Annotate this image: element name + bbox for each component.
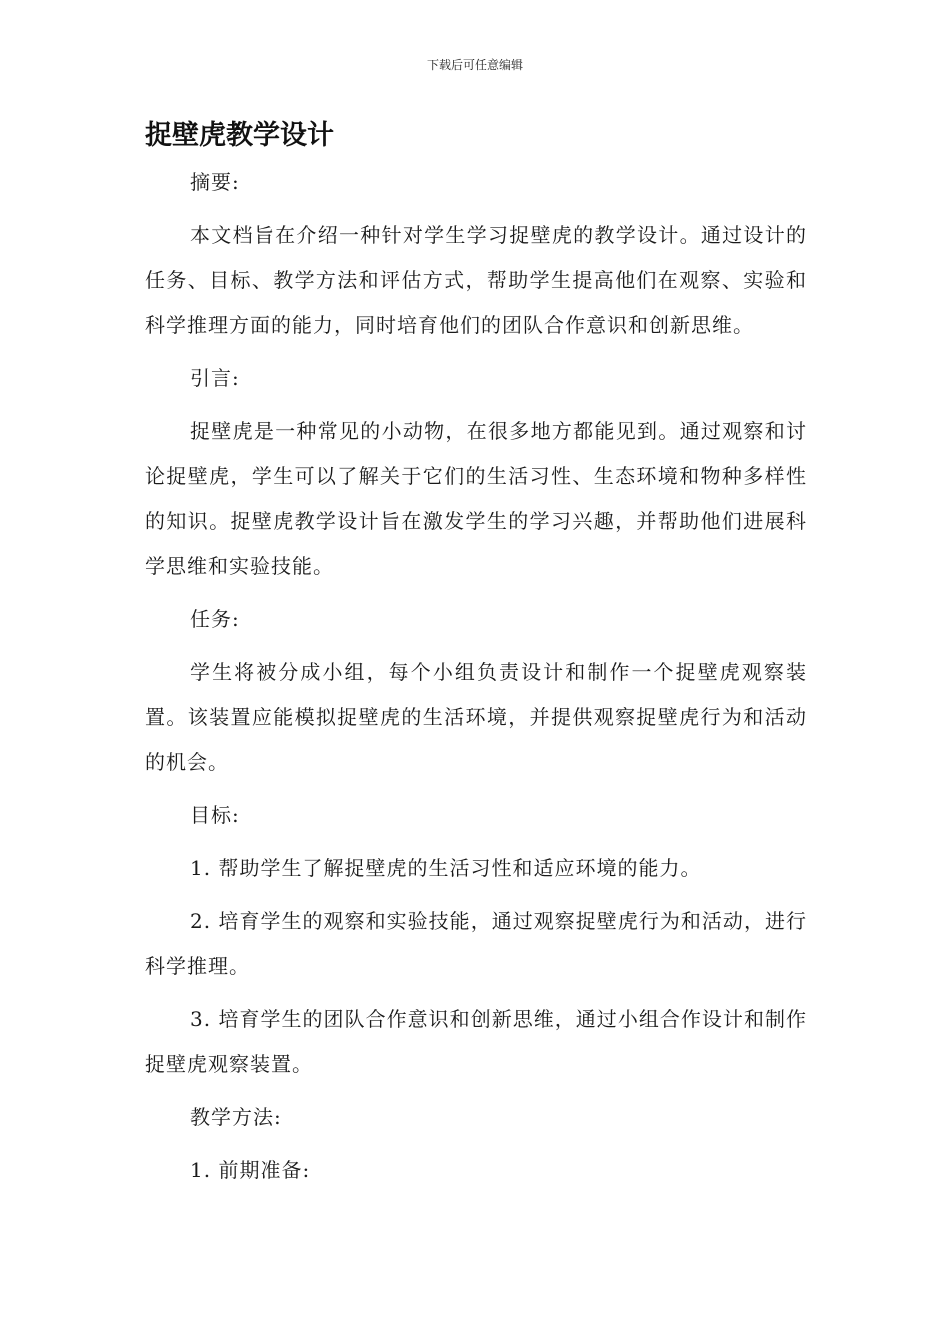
goal-item-1: 1. 帮助学生了解捉壁虎的生活习性和适应环境的能力。 [190,856,702,880]
goal-item-3: 3. 培育学生的团队合作意识和创新思维，通过小组合作设计和制作捉壁虎观察装置。 [145,1007,807,1076]
task-paragraph: 学生将被分成小组，每个小组负责设计和制作一个捉壁虎观察装置。该装置应能模拟捉壁虎的生活环境，并提供观察捉壁虎行为和活动的机会。 [145,660,807,774]
teaching-methods-heading: 教学方法: [190,1105,282,1129]
abstract-paragraph: 本文档旨在介绍一种针对学生学习捉壁虎的教学设计。通过设计的任务、目标、教学方法和评估方式，帮助学生提高他们在观察、实验和科学推理方面的能力，同时培育他们的团队合作意识和创新思维。 [145,223,807,337]
goals-heading: 目标: [190,803,240,827]
goal-item-2: 2. 培育学生的观察和实验技能，通过观察捉壁虎行为和活动，进行科学推理。 [145,909,807,978]
page-header-note: 下载后可任意编辑 [426,58,523,72]
introduction-heading: 引言: [190,366,240,390]
introduction-paragraph: 捉壁虎是一种常见的小动物，在很多地方都能见到。通过观察和讨论捉壁虎，学生可以了解关于它们的生活习性、生态环境和物种多样性的知识。捉壁虎教学设计旨在激发学生的学习兴趣，并帮助他们进展科学思维和实验技能。 [145,419,807,578]
document-title: 捉壁虎教学设计 [145,120,334,151]
task-heading: 任务: [190,607,240,631]
abstract-heading: 摘要: [190,170,240,194]
method-item-1: 1. 前期准备: [190,1158,311,1182]
document-body [145,116,807,1193]
